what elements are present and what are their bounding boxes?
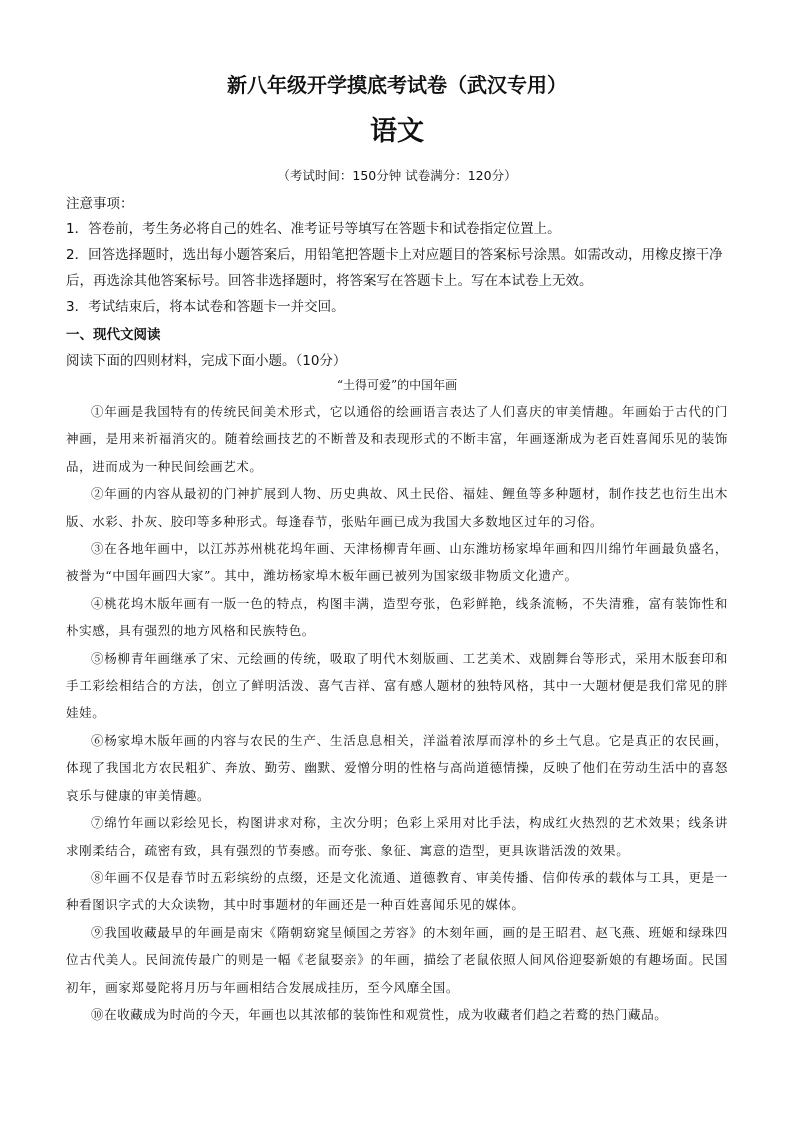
passage-paragraph-8: ⑧年画不仅是春节时五彩缤纷的点缀，还是文化流通、道德教育、审美传播、信仰传承的载体与工具，更是一种看图识字式的大众读物，其中时事题材的年画还是一种百姓喜闻乐见的媒体。 <box>66 869 728 913</box>
subject-title: 语文 <box>370 116 424 147</box>
exam-title: 新八年级开学摸底考试卷（武汉专用） <box>227 73 567 97</box>
passage-paragraph-6: ⑥杨家埠木版年画的内容与农民的生产、生活息息相关，洋溢着浓厚而淳朴的乡土气息。它是真正的农民画，体现了我国北方农民粗犷、奔放、勤劳、幽默、爱憎分明的性格与高尚道德情操，反映了他们在劳动生活中的喜怒哀乐与健康的审美情趣。 <box>66 732 728 803</box>
note-item-3: 3．考试结束后，将本试卷和答题卡一并交回。 <box>66 299 345 315</box>
passage-paragraph-7: ⑦绵竹年画以彩绘见长，构图讲求对称，主次分明；色彩上采用对比手法，构成红火热烈的艺术效果；线条讲求刚柔结合，疏密有致，具有强烈的节奏感。而夸张、象征、寓意的造型，更具诙谐活泼的效果。 <box>66 815 728 858</box>
passage-paragraph-4: ④桃花坞木版年画有一版一色的特点，构图丰满，造型夸张，色彩鲜艳，线条流畅，不失清雅，富有装饰性和朴实感，具有强烈的地方风格和民族特色。 <box>66 595 728 639</box>
exam-meta: （考试时间：150分钟 试卷满分：120分） <box>277 168 517 183</box>
passage-paragraph-5: ⑤杨柳青年画继承了宋、元绘画的传统，吸取了明代木刻版画、工艺美术、戏剧舞台等形式，采用木版套印和手工彩绘相结合的方法，创立了鲜明活泼、喜气吉祥、富有感人题材的独特风格，其中一大题材便是我们常见的胖娃娃。 <box>66 650 728 721</box>
note-item-2: 2．回答选择题时，选出每小题答案后，用铅笔把答题卡上对应题目的答案标号涂黑。如需改动，用橡皮擦干净后，再选涂其他答案标号。回答非选择题时，将答案写在答题卡上。写在本试卷上无效。 <box>66 247 723 289</box>
section-heading: 一、现代文阅读 <box>66 327 161 343</box>
passage-paragraph-3: ③在各地年画中，以江苏苏州桃花坞年画、天津杨柳青年画、山东潍坊杨家埠年画和四川绵竹年画最负盛名，被誉为“中国年画四大家”。其中，潍坊杨家埠木板年画已被列为国家级非物质文化遗产。 <box>66 541 728 584</box>
passage-paragraph-9: ⑨我国收藏最早的年画是南宋《隋朝窈窕呈倾国之芳容》的木刻年画，画的是王昭君、赵飞燕、班姬和绿珠四位古代美人。民间流传最广的则是一幅《老鼠娶亲》的年画，描绘了老鼠依照人间风俗迎娶新娘的有趣场面。民国初年，画家郑曼陀将月历与年画相结合发展成挂历，至今风靡全国。 <box>66 924 728 995</box>
passage-title: “土得可爱”的中国年画 <box>336 378 458 392</box>
note-item-1: 1．答卷前，考生务必将自己的姓名、准考证号等填写在答题卡和试卷指定位置上。 <box>66 221 561 237</box>
passage-paragraph-2: ②年画的内容从最初的门神扩展到人物、历史典故、风土民俗、福娃、鲤鱼等多种题材，制作技艺也衍生出木版、水彩、扑灰、胶印等多种形式。每逢春节，张贴年画已成为我国大多数地区过年的习俗。 <box>66 486 728 529</box>
passage-paragraph-1: ①年画是我国特有的传统民间美术形式，它以通俗的绘画语言表达了人们喜庆的审美情趣。年画始于古代的门神画，是用来祈福消灾的。随着绘画技艺的不断普及和表现形式的不断丰富，年画逐渐成为老百姓喜闻乐见的装饰品，进而成为一种民间绘画艺术。 <box>66 404 728 474</box>
section-instruction: 阅读下面的四则材料，完成下面小题。（10分） <box>66 353 347 369</box>
notes-heading: 注意事项： <box>66 196 134 212</box>
passage-paragraph-10: ⑩在收藏成为时尚的今天，年画也以其浓郁的装饰性和观赏性，成为收藏者们趋之若鹜的热门藏品。 <box>91 1006 668 1022</box>
